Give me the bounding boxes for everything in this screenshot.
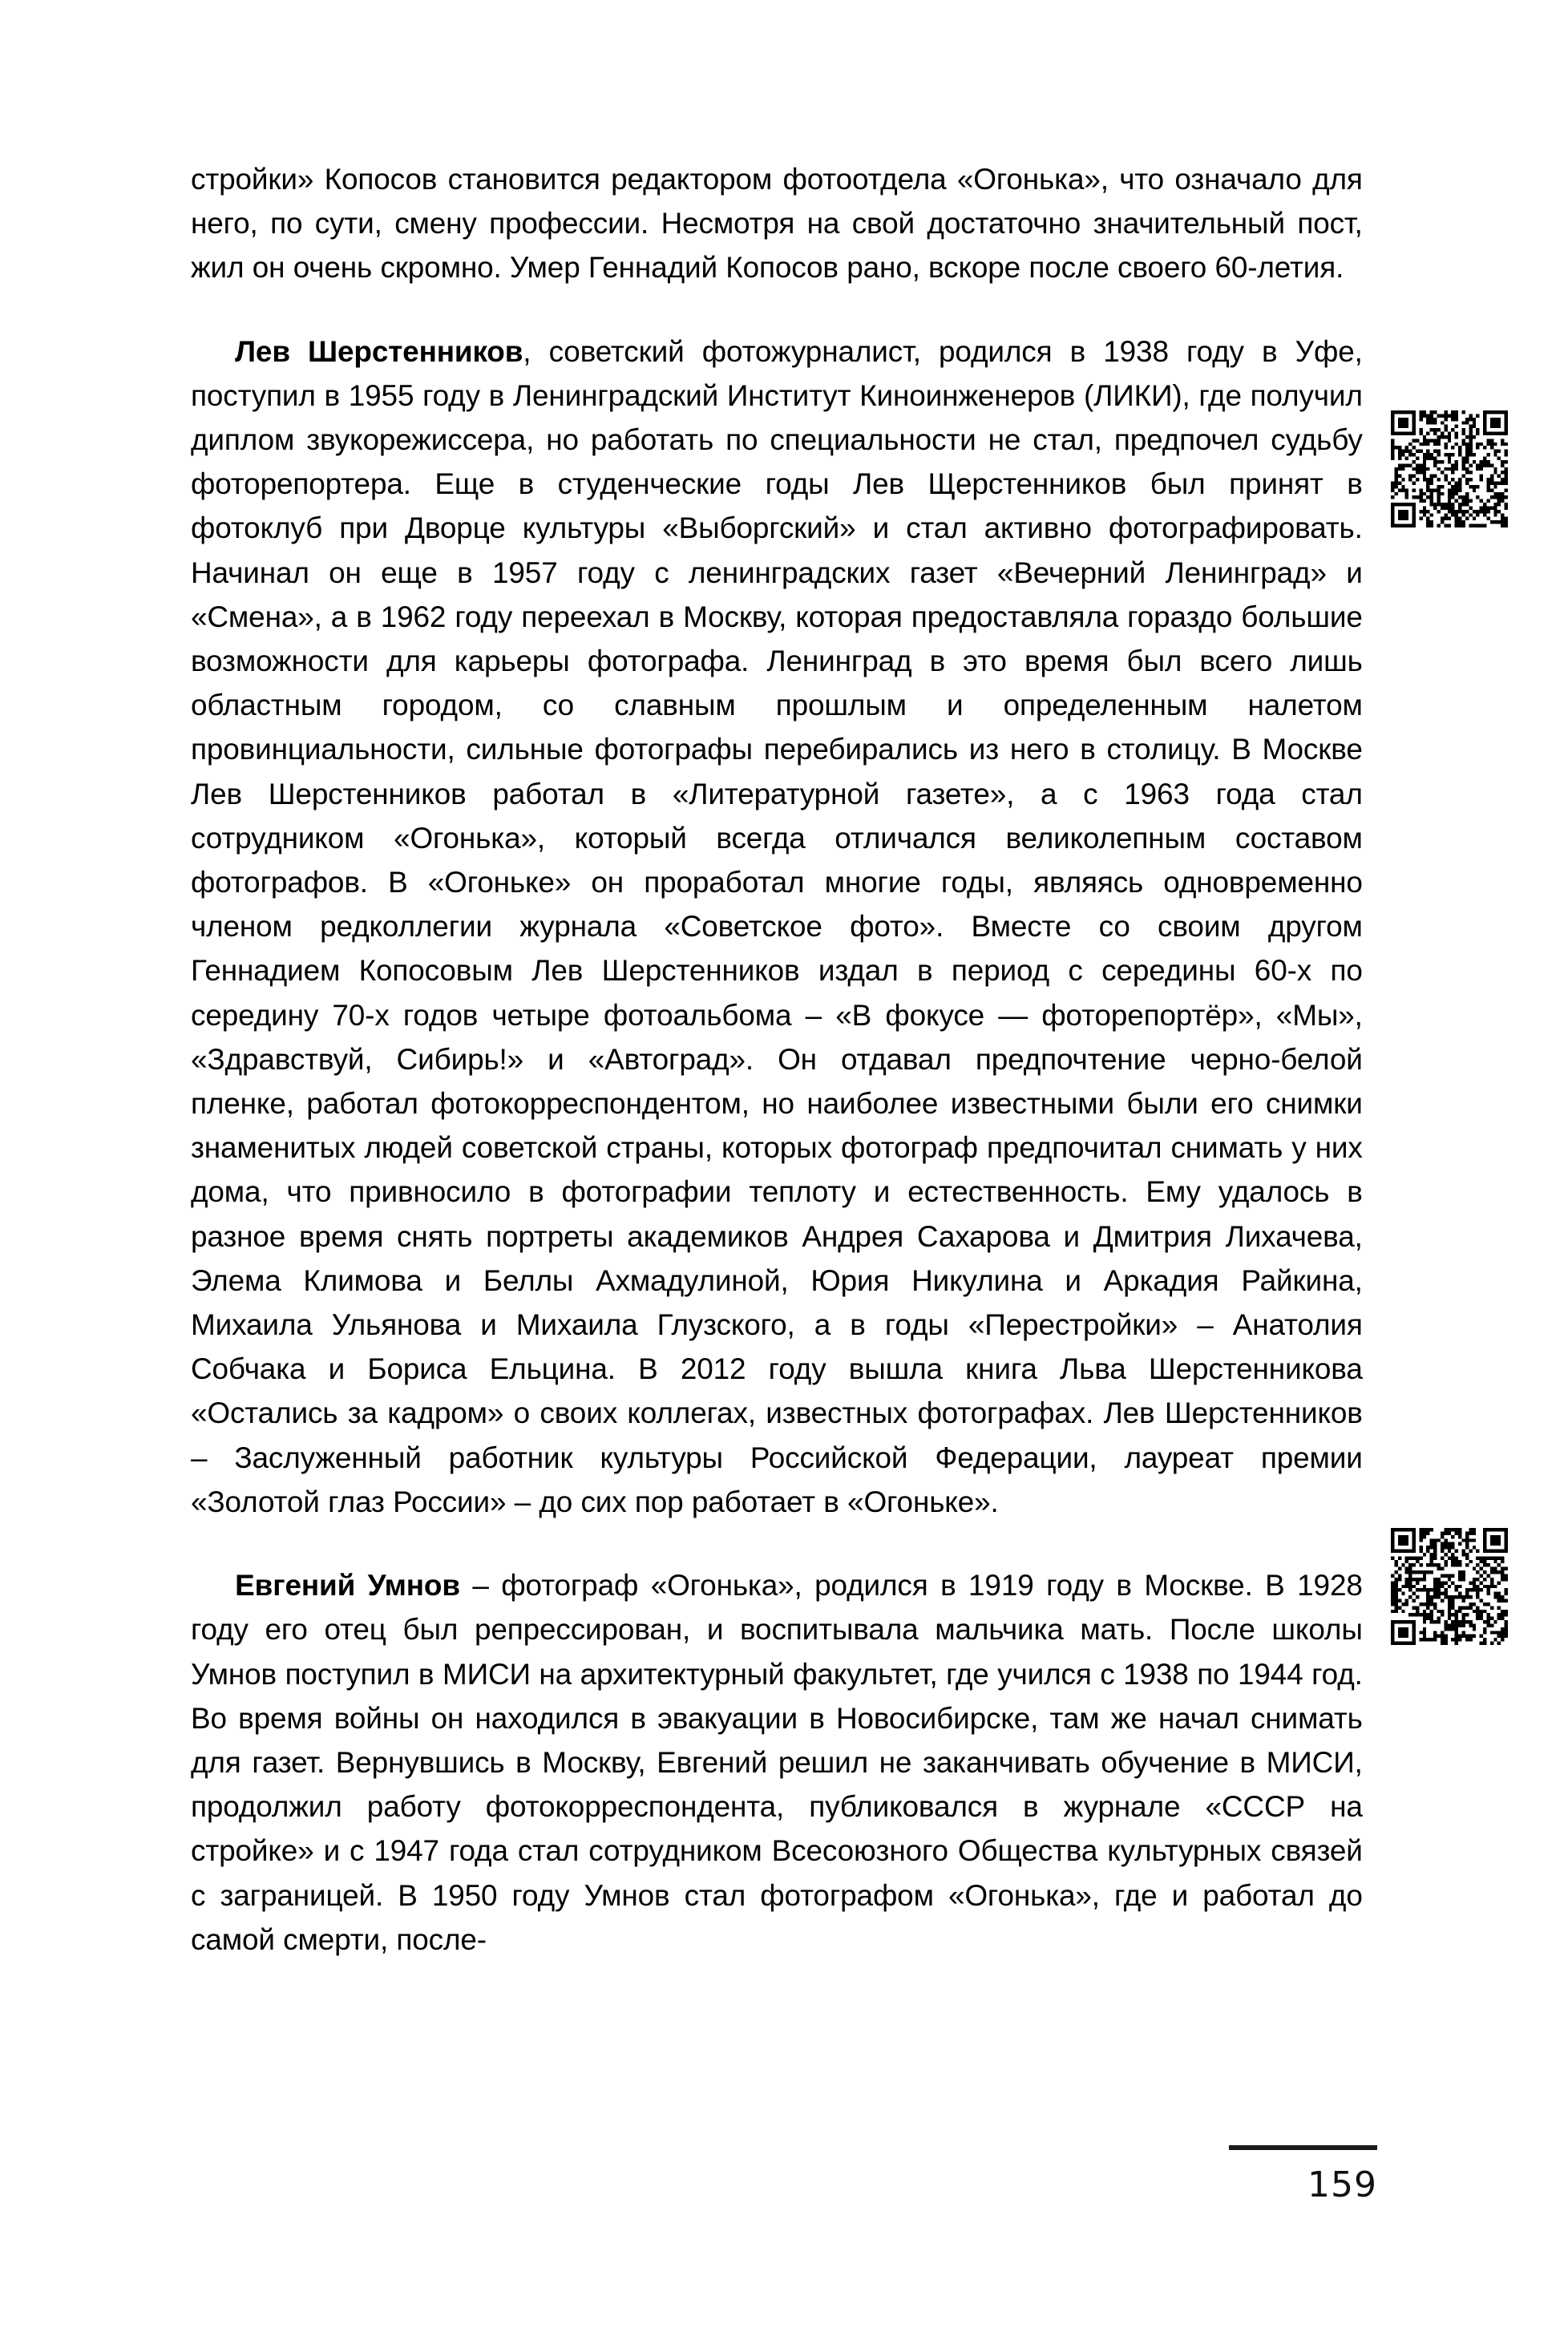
paragraph-kopossov xyxy=(191,157,1363,290)
paragraph-umnov xyxy=(191,1563,1363,1962)
qr-code-icon xyxy=(1391,1528,1508,1645)
qr-code-icon xyxy=(1391,410,1508,527)
paragraph-sherstennikov xyxy=(191,329,1363,1524)
paragraph-body: , советский фотожурналист, родился в 1938 году в Уфе, поступил в 1955 году в Ленинградский Институт Киноинженеров (ЛИКИ), где получил диплом звукорежиссера, но работать по специальности не стал, предпочел судьбу фоторепортера. Еще в студенческие годы Лев Щерстенников был принят в фотоклуб при Дворце культуры «Выборгский» и стал активно фотографировать. Начинал он еще в 1957 году с ленинградских газет «Вечерний Ленинград» и «Смена», а в 1962 году переехал в Москву, которая предоставляла гораздо большие возможности для карьеры фотографа. Ленинград в это время был всего лишь областным городом, со славным прошлым и определенным налетом провинциальности, сильные фотографы перебирались из него в столицу. В Москве Лев Шерстенников работал в «Литературной газете», а с 1963 года стал сотрудником «Огонька», который всегда отличался великолепным составом фотографов. В «Огоньке» он проработал многие годы, являясь одновременно членом редколлегии журнала «Советское фото». Вместе со своим другом Геннадием Копосовым Лев Шерстенников издал в период с середины 60-х по середину 70-х годов четыре фотоальбома – «В фокусе — фоторепортёр», «Мы», «Здравствуй, Сибирь!» и «Автоград». Он отдавал предпочтение черно-белой пленке, работал фотокорреспондентом, но наиболее известными были его снимки знаменитых людей советской страны, которых фотограф предпочитал снимать у них дома, что привносило в фотографии теплоту и естественность. Ему удалось в разное время снять портреты академиков Андрея Сахарова и Дмитрия Лихачева, Элема Климова и Беллы Ахмадулиной, Юрия Никулина и Аркадия Райкина, Михаила Ульянова и Михаила Глузского, а в годы «Перестройки» – Анатолия Собчака и Бориса Ельцина. В 2012 году вышла книга Льва Шерстенникова «Остались за кадром» о своих коллегах, известных фотографах. Лев Шерстенников – Заслуженный работник культуры Российской Федерации, лауреат премии «Золотой глаз России» – до сих пор работает в «Огоньке». xyxy=(191,333,1363,1518)
lead-in-name-sherstennikov: Лев Шерстенников xyxy=(235,333,523,368)
page-footer xyxy=(1121,2145,1377,2203)
paragraph-body: стройки» Копосов становится редактором фотоотдела «Огонька», что означало для него, по сути, смену профессии. Несмотря на свой достаточно значительный пост, жил он очень скромно. Умер Геннадий Копосов рано, вскоре после своего 60-летия. xyxy=(191,162,1363,285)
lead-in-name-umnov: Евгений Умнов xyxy=(235,1568,460,1603)
footer-rule xyxy=(1229,2145,1377,2150)
page-number: 159 xyxy=(1307,2164,1377,2205)
paragraph-body: – фотограф «Огонька», родился в 1919 году в Москве. В 1928 году его отец был репрессирован, и воспитывала мальчика мать. После школы Умнов поступил в МИСИ на архитектурный факультет, где учился с 1938 по 1944 год. Во время войны он находился в эвакуации в Новосибирске, там же начал снимать для газет. Вернувшись в Москву, Евгений решил не заканчивать обучение в МИСИ, продолжил работу фотокорреспондента, публиковался в журнале «СССР на стройке» и с 1947 года стал сотрудником Всесоюзного Общества культурных связей с заграницей. В 1950 году Умнов стал фотографом «Огонька», где и работал до самой смерти, после- xyxy=(191,1568,1363,1956)
text-column xyxy=(191,157,1380,1962)
